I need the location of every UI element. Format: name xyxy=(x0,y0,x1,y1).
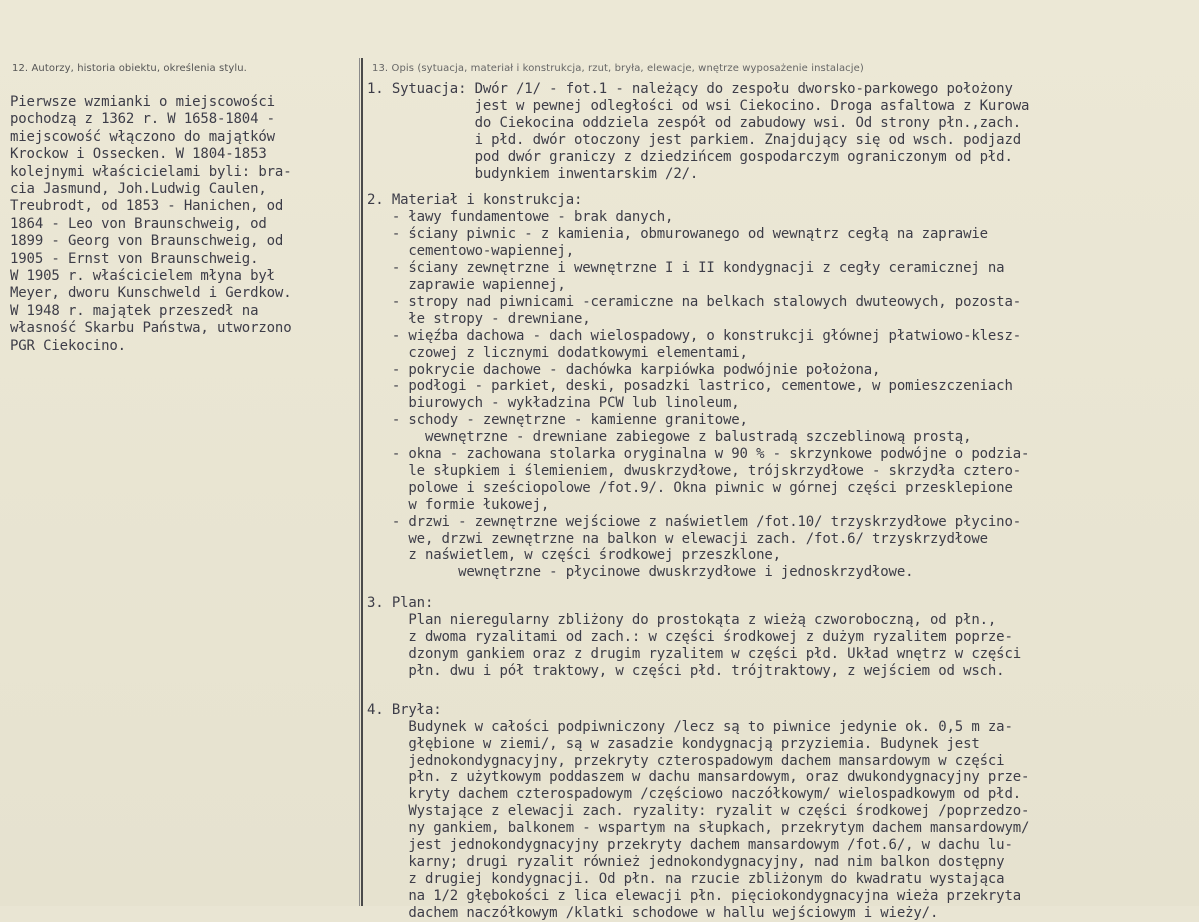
header-right: 13. Opis (sytuacja, materiał i konstrukcja, rzut, bryła, elewacje, wnętrze wyposażenie instalacje) xyxy=(372,63,864,74)
section-line: - stropy nad piwnicami -ceramiczne na belkach stalowych dwuteowych, pozosta- xyxy=(367,293,1022,310)
description-column xyxy=(367,81,1197,922)
section-line: Budynek w całości podpiwniczony /lecz są to piwnice jedynie ok. 0,5 m za- xyxy=(367,718,1013,735)
section-line: 2. Materiał i konstrukcja: xyxy=(367,192,583,209)
section-line: 1. Sytuacja: Dwór /1/ - fot.1 - należący do zespołu dworsko-parkowego położony xyxy=(367,81,1013,97)
history-line: PGR Ciekocino. xyxy=(10,337,126,354)
section-line: 4. Bryła: xyxy=(367,701,442,718)
section-line: łe stropy - drewniane, xyxy=(367,310,591,327)
history-line: miejscowość włączono do majątków xyxy=(10,128,275,145)
section-line: do Ciekocina oddziela zespół od zabudowy wsi. Od strony płn.,zach. xyxy=(367,114,1022,131)
section-line: - podłogi - parkiet, deski, posadzki lastrico, cementowe, w pomieszczeniach xyxy=(367,378,1013,395)
history-column xyxy=(10,94,355,355)
section-line: z naświetlem, w części środkowej przeszklone, xyxy=(367,547,781,564)
history-line: Krockow i Ossecken. W 1804-1853 xyxy=(10,146,267,163)
section-line: jednokondygnacyjny, przekryty czterospadowym dachem mansardowym w części xyxy=(367,752,1005,769)
section-line: - drzwi - zewnętrzne wejściowe z naświetlem /fot.10/ trzyskrzydłowe płycino- xyxy=(367,513,1022,530)
section-line: wewnętrzne - drewniane zabiegowe z balustradą szczeblinową prostą, xyxy=(367,429,972,446)
section-line: pod dwór graniczy z dziedzińcem gospodarczym ograniczonym od płd. xyxy=(367,148,1013,165)
section-line: polowe i sześciopolowe /fot.9/. Okna piwnic w górnej części przesklepione xyxy=(367,479,1013,496)
section-line: karny; drugi ryzalit również jednokondygnacyjny, nad nim balkon dostępny xyxy=(367,853,1005,870)
section-situation xyxy=(367,81,1197,182)
section-line: dachem naczółkowym /klatki schodowe w hallu wejściowym i wieży/. xyxy=(367,904,939,921)
column-divider xyxy=(361,58,363,906)
history-line: kolejnymi właścicielami byli: bra- xyxy=(10,163,292,180)
section-line: dzonym gankiem oraz z drugim ryzalitem w części płd. Układ wnętrz w części xyxy=(367,646,1022,662)
section-plan xyxy=(367,595,1197,680)
section-line: budynkiem inwentarskim /2/. xyxy=(367,165,699,182)
section-line: z dwoma ryzalitami od zach.: w części środkowej z dużym ryzalitem poprze- xyxy=(367,629,1013,646)
section-line: - więźba dachowa - dach wielospadowy, o konstrukcji głównej płatwiowo-klesz- xyxy=(367,327,1022,344)
section-line: ny gankiem, balkonem - wspartym na słupkach, przekrytym dachem mansardowym/ xyxy=(367,820,1030,837)
history-line: Pierwsze wzmianki o miejscowości xyxy=(10,94,275,110)
history-line: cia Jasmund, Joh.Ludwig Caulen, xyxy=(10,181,267,198)
section-line: we, drzwi zewnętrzne na balkon w elewacji zach. /fot.6/ trzyskrzydłowe xyxy=(367,530,988,547)
history-line: W 1948 r. majątek przeszedł na xyxy=(10,302,259,319)
section-line: le słupkiem i ślemieniem, dwuskrzydłowe, trójskrzydłowe - skrzydła cztero- xyxy=(367,462,1022,479)
section-line: biurowych - wykładzina PCW lub linoleum, xyxy=(367,395,740,412)
section-line: - okna - zachowana stolarka oryginalna w 90 % - skrzynkowe podwójne o podzia- xyxy=(367,446,1030,463)
section-line: w formie łukowej, xyxy=(367,496,550,513)
history-line: 1864 - Leo von Braunschweig, od xyxy=(10,215,267,232)
section-line: i płd. dwór otoczony jest parkiem. Znajdujący się od wsch. podjazd xyxy=(367,131,1022,148)
history-line: W 1905 r. właścicielem młyna był xyxy=(10,268,275,285)
section-line: jest jednokondygnacyjny przekryty dachem mansardowym /fot.6/, w dachu lu- xyxy=(367,837,1013,854)
history-line: 1899 - Georg von Braunschweig, od xyxy=(10,233,284,250)
section-line: płn. dwu i pół traktowy, w części płd. trójtraktowy, z wejściem od wsch. xyxy=(367,662,1005,679)
history-line: własność Skarbu Państwa, utworzono xyxy=(10,320,292,337)
section-line: wewnętrzne - płycinowe dwuskrzydłowe i jednoskrzydłowe. xyxy=(367,564,914,581)
header-left: 12. Autorzy, historia obiektu, określenia stylu. xyxy=(12,63,247,74)
section-line: jest w pewnej odległości od wsi Ciekocino. Droga asfaltowa z Kurowa xyxy=(367,97,1030,114)
section-line: Wystające z elewacji zach. ryzality: ryzalit w części środkowej /poprzedzo- xyxy=(367,803,1030,820)
section-line: cementowo-wapiennej, xyxy=(367,243,574,260)
section-line: kryty dachem czterospadowym /częściowo naczółkowym/ wielospadkowym od płd. xyxy=(367,786,1022,803)
section-line: czowej z licznymi dodatkowymi elementami, xyxy=(367,344,748,361)
history-line: pochodzą z 1362 r. W 1658-1804 - xyxy=(10,111,275,128)
section-line: - schody - zewnętrzne - kamienne granitowe, xyxy=(367,412,748,429)
section-line: 3. Plan: xyxy=(367,595,434,612)
column-divider-shadow xyxy=(359,58,360,906)
section-materials xyxy=(367,192,1197,581)
section-line: zaprawie wapiennej, xyxy=(367,276,566,293)
section-line: - ściany zewnętrzne i wewnętrzne I i II kondygnacji z cegły ceramicznej na xyxy=(367,260,1005,277)
section-line: - ściany piwnic - z kamienia, obmurowanego od wewnątrz cegłą na zaprawie xyxy=(367,226,988,243)
history-line: Treubrodt, od 1853 - Hanichen, od xyxy=(10,198,284,215)
section-line: Plan nieregularny zbliżony do prostokąta z wieżą czworoboczną, od płn., xyxy=(367,612,997,629)
section-line: - ławy fundamentowe - brak danych, xyxy=(367,209,674,226)
section-line: - pokrycie dachowe - dachówka karpiówka podwójnie położona, xyxy=(367,361,881,378)
history-line: 1905 - Ernst von Braunschweig. xyxy=(10,250,259,267)
section-line: z drugiej kondygnacji. Od płn. na rzucie zbliżonym do kwadratu wystająca xyxy=(367,870,1005,887)
history-line: Meyer, dworu Kunschweld i Gerdkow. xyxy=(10,285,292,302)
section-line: na 1/2 głębokości z lica elewacji płn. pięciokondygnacyjna wieża przekryta xyxy=(367,887,1022,904)
section-line: płn. z użytkowym poddaszem w dachu mansardowym, oraz dwukondygnacyjny prze- xyxy=(367,769,1030,786)
section-massing xyxy=(367,702,1197,922)
section-line: głębione w ziemi/, są w zasadzie kondygnacją przyziemia. Budynek jest xyxy=(367,735,980,752)
